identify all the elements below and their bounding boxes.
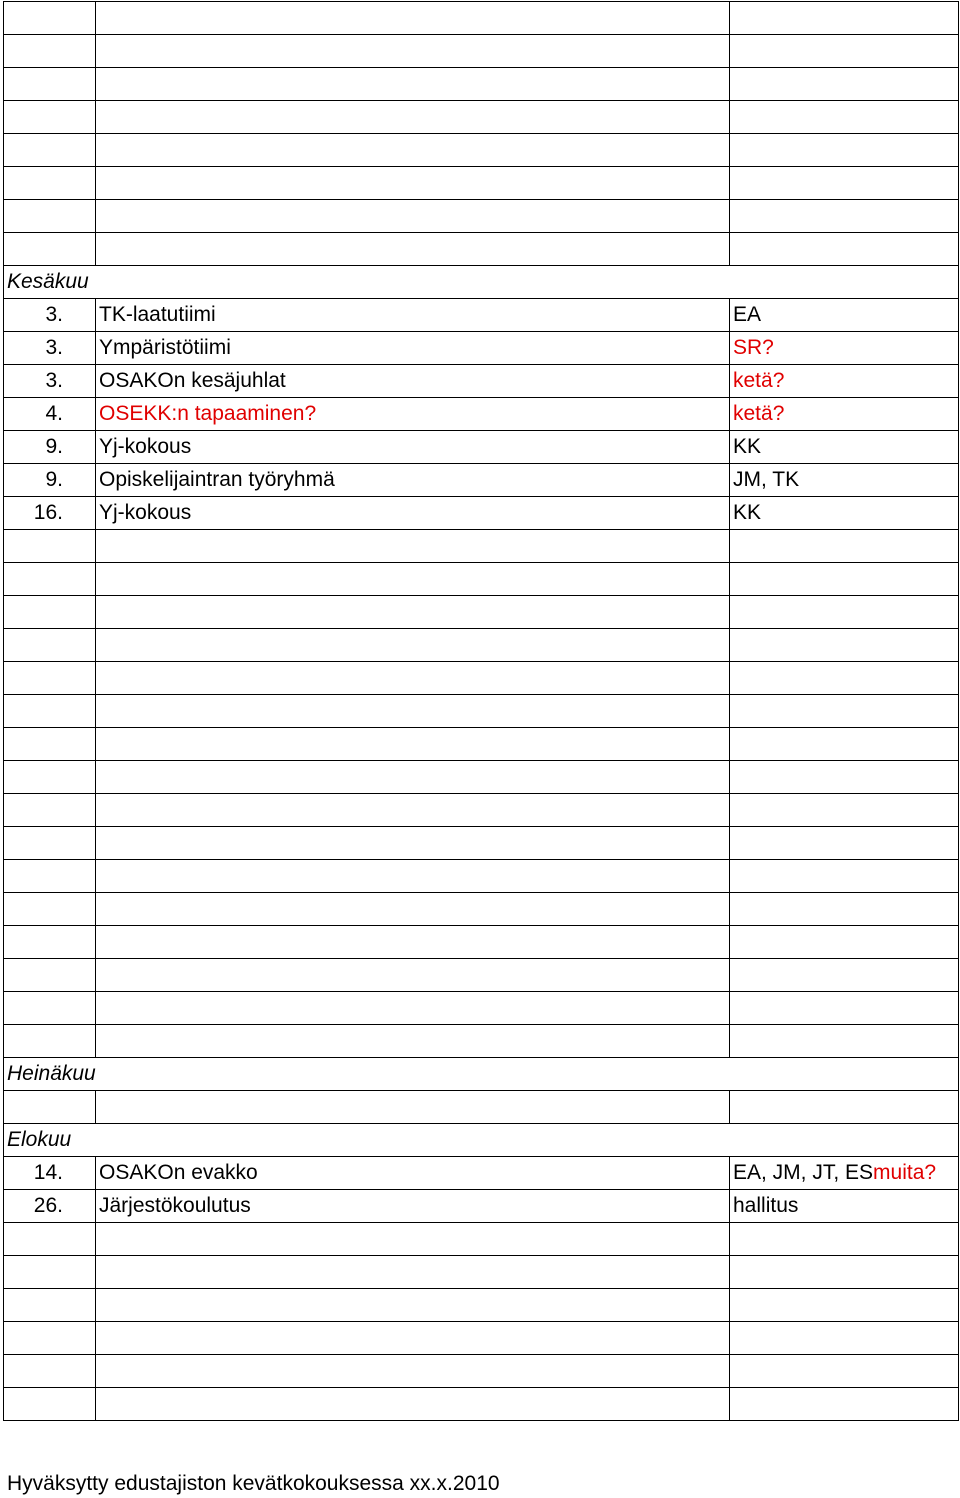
empty-cell [96, 893, 730, 926]
responsible-names: EA, JM, JT, ES [733, 1161, 874, 1184]
blank-row [4, 1223, 959, 1256]
empty-cell [4, 134, 96, 167]
blank-row [4, 794, 959, 827]
responsible-names: SR? [733, 336, 774, 359]
empty-cell [96, 530, 730, 563]
empty-cell [730, 233, 959, 266]
empty-cell [4, 233, 96, 266]
empty-cell [730, 68, 959, 101]
empty-cell [96, 959, 730, 992]
empty-cell [4, 728, 96, 761]
empty-cell [96, 926, 730, 959]
event-name: OSEKK:n tapaaminen? [96, 398, 730, 431]
responsible-names: EA [733, 303, 762, 326]
empty-cell [730, 1355, 959, 1388]
empty-cell [4, 101, 96, 134]
empty-cell [96, 563, 730, 596]
blank-row [4, 35, 959, 68]
responsible-extra: muita? [873, 1161, 937, 1184]
blank-row [4, 662, 959, 695]
empty-cell [4, 1289, 96, 1322]
empty-cell [730, 926, 959, 959]
month-row [4, 1058, 959, 1091]
event-name: Ympäristötiimi [96, 332, 730, 365]
empty-cell [4, 761, 96, 794]
event-day: 16. [4, 497, 96, 530]
empty-cell [730, 266, 959, 299]
blank-row [4, 959, 959, 992]
empty-cell [4, 530, 96, 563]
approval-note: Hyväksytty edustajiston kevätkokouksessa xx.x.2010 [7, 1472, 500, 1495]
empty-cell [96, 68, 730, 101]
blank-row [4, 1322, 959, 1355]
empty-cell [4, 1025, 96, 1058]
empty-cell [4, 860, 96, 893]
empty-cell [4, 695, 96, 728]
empty-cell [4, 926, 96, 959]
empty-cell [730, 1058, 959, 1091]
blank-row [4, 1091, 959, 1124]
event-responsible [730, 365, 959, 398]
empty-cell [730, 662, 959, 695]
empty-cell [4, 68, 96, 101]
blank-row [4, 761, 959, 794]
event-row [4, 464, 959, 497]
blank-row [4, 1025, 959, 1058]
empty-cell [4, 794, 96, 827]
blank-row [4, 1355, 959, 1388]
empty-cell [730, 1091, 959, 1124]
event-name: Yj-kokous [96, 497, 730, 530]
empty-cell [96, 1388, 730, 1421]
empty-cell [730, 167, 959, 200]
empty-cell [730, 101, 959, 134]
empty-cell [730, 992, 959, 1025]
empty-cell [96, 827, 730, 860]
empty-cell [96, 596, 730, 629]
blank-row [4, 200, 959, 233]
empty-cell [96, 860, 730, 893]
event-responsible [730, 464, 959, 497]
event-responsible [730, 398, 959, 431]
event-responsible [730, 431, 959, 464]
event-row [4, 398, 959, 431]
empty-cell [96, 101, 730, 134]
event-day: 3. [4, 299, 96, 332]
event-row [4, 1157, 959, 1190]
event-day: 14. [4, 1157, 96, 1190]
month-label: Elokuu [4, 1124, 730, 1157]
empty-cell [4, 563, 96, 596]
blank-row [4, 827, 959, 860]
event-name: Järjestökoulutus [96, 1190, 730, 1223]
empty-cell [96, 794, 730, 827]
responsible-names: JM, TK [733, 468, 800, 491]
month-label: Kesäkuu [4, 266, 730, 299]
empty-cell [730, 827, 959, 860]
event-row [4, 1190, 959, 1223]
empty-cell [4, 596, 96, 629]
empty-cell [4, 1355, 96, 1388]
blank-row [4, 1388, 959, 1421]
empty-cell [730, 530, 959, 563]
empty-cell [96, 1289, 730, 1322]
event-name: OSAKOn evakko [96, 1157, 730, 1190]
blank-row [4, 2, 959, 35]
empty-cell [96, 662, 730, 695]
empty-cell [730, 1256, 959, 1289]
month-row [4, 266, 959, 299]
responsible-names: KK [733, 435, 762, 458]
schedule-table-body [4, 2, 959, 1421]
empty-cell [730, 1322, 959, 1355]
blank-row [4, 893, 959, 926]
blank-row [4, 695, 959, 728]
blank-row [4, 860, 959, 893]
empty-cell [96, 233, 730, 266]
event-responsible [730, 332, 959, 365]
empty-cell [96, 200, 730, 233]
event-day: 26. [4, 1190, 96, 1223]
empty-cell [96, 2, 730, 35]
event-row [4, 365, 959, 398]
empty-cell [96, 1256, 730, 1289]
empty-cell [4, 1388, 96, 1421]
empty-cell [96, 1025, 730, 1058]
responsible-names: ketä? [733, 402, 785, 425]
empty-cell [730, 2, 959, 35]
empty-cell [4, 893, 96, 926]
empty-cell [730, 563, 959, 596]
blank-row [4, 68, 959, 101]
empty-cell [730, 1388, 959, 1421]
month-row [4, 1124, 959, 1157]
schedule-table [3, 1, 959, 1421]
empty-cell [4, 200, 96, 233]
empty-cell [730, 794, 959, 827]
empty-cell [96, 695, 730, 728]
empty-cell [730, 761, 959, 794]
event-name: TK-laatutiimi [96, 299, 730, 332]
blank-row [4, 134, 959, 167]
event-day: 3. [4, 332, 96, 365]
event-name: OSAKOn kesäjuhlat [96, 365, 730, 398]
empty-cell [96, 992, 730, 1025]
empty-cell [96, 1091, 730, 1124]
event-name: Opiskelijaintran työryhmä [96, 464, 730, 497]
blank-row [4, 167, 959, 200]
empty-cell [96, 761, 730, 794]
blank-row [4, 233, 959, 266]
event-day: 4. [4, 398, 96, 431]
blank-row [4, 563, 959, 596]
empty-cell [96, 134, 730, 167]
blank-row [4, 926, 959, 959]
event-responsible [730, 497, 959, 530]
empty-cell [730, 695, 959, 728]
empty-cell [730, 1289, 959, 1322]
blank-row [4, 1289, 959, 1322]
empty-cell [730, 134, 959, 167]
empty-cell [4, 2, 96, 35]
empty-cell [730, 596, 959, 629]
event-responsible [730, 1157, 959, 1190]
event-row [4, 299, 959, 332]
empty-cell [730, 959, 959, 992]
empty-cell [96, 728, 730, 761]
blank-row [4, 101, 959, 134]
empty-cell [4, 1322, 96, 1355]
empty-cell [4, 629, 96, 662]
event-day: 3. [4, 365, 96, 398]
empty-cell [96, 629, 730, 662]
responsible-names: KK [733, 501, 762, 524]
empty-cell [4, 167, 96, 200]
blank-row [4, 992, 959, 1025]
empty-cell [4, 959, 96, 992]
blank-row [4, 530, 959, 563]
empty-cell [96, 35, 730, 68]
event-name: Yj-kokous [96, 431, 730, 464]
empty-cell [4, 35, 96, 68]
event-row [4, 332, 959, 365]
blank-row [4, 629, 959, 662]
empty-cell [96, 1322, 730, 1355]
empty-cell [730, 35, 959, 68]
empty-cell [4, 992, 96, 1025]
blank-row [4, 1256, 959, 1289]
empty-cell [730, 629, 959, 662]
blank-row [4, 728, 959, 761]
event-day: 9. [4, 464, 96, 497]
empty-cell [730, 1025, 959, 1058]
empty-cell [96, 1355, 730, 1388]
responsible-names: hallitus [733, 1194, 799, 1217]
empty-cell [4, 1256, 96, 1289]
empty-cell [730, 1124, 959, 1157]
month-label: Heinäkuu [4, 1058, 730, 1091]
empty-cell [4, 827, 96, 860]
empty-cell [4, 662, 96, 695]
event-row [4, 497, 959, 530]
empty-cell [730, 728, 959, 761]
event-responsible [730, 1190, 959, 1223]
event-responsible [730, 299, 959, 332]
empty-cell [4, 1091, 96, 1124]
event-row [4, 431, 959, 464]
empty-cell [730, 860, 959, 893]
responsible-names: ketä? [733, 369, 785, 392]
event-day: 9. [4, 431, 96, 464]
empty-cell [730, 200, 959, 233]
empty-cell [730, 1223, 959, 1256]
empty-cell [4, 1223, 96, 1256]
blank-row [4, 596, 959, 629]
empty-cell [96, 1223, 730, 1256]
empty-cell [730, 893, 959, 926]
empty-cell [96, 167, 730, 200]
